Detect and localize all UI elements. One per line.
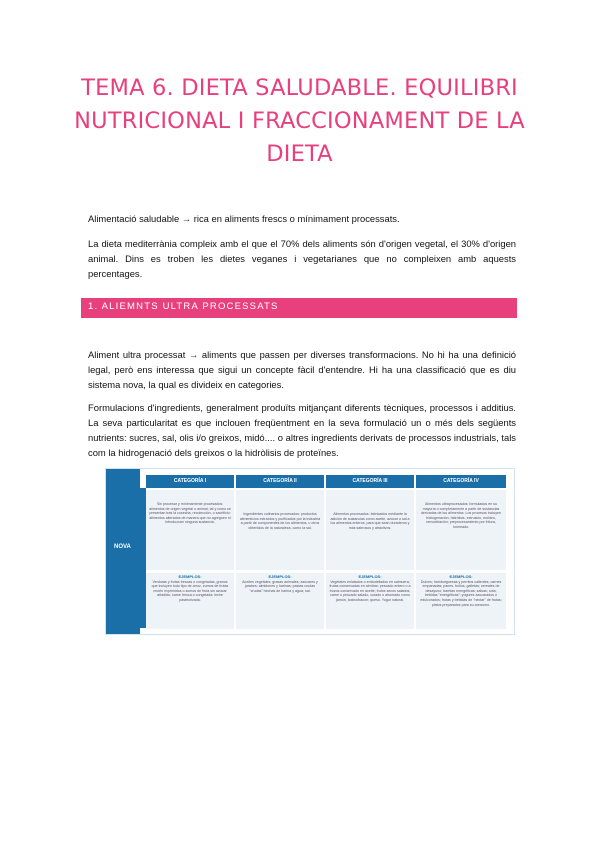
definition-cell: Alimentos ultraprocesados: formulados en su mayoría o completamente a partir de sustancias derivadas de los alimentos. Los procesos incluyen hidrogenación, hidrólisis, extrusión, moldeo, remodelación; preprocesamiento por fritura, horneado. <box>416 490 506 570</box>
category-header: CATEGORÍA IV <box>416 475 506 488</box>
ultra-processed-definition-paragraph: Aliment ultra processat → aliments que passen per diverses transformacions. No hi ha una definició legal, però ens interessa que sigui un concepte fàcil d'entendre. Hi ha una classificació que es diu sistema nova, la qual es divideix en categories. <box>88 349 516 390</box>
examples-text: Verduras y frutas frescas o congeladas, granos que incluyen todo tipo de arroz, zumos de frutas recién exprimidos o zumos de fruta sin azúcar añadido; carne fresca o congelada; leche pasteurizada. <box>151 579 229 602</box>
definition-cell: Ingredientes culinarios procesados: productos alimenticios extraídos y purificados por la industria a partir de componentes de los alimentos, u otros obtenidos de la naturaleza, como la sal. <box>236 490 324 570</box>
nova-label-band <box>106 488 146 628</box>
examples-label: EJEMPLOS: <box>268 574 292 579</box>
examples-cell <box>416 573 506 629</box>
definition-cell: Alimentos procesados: fabricados mediante la adición de sustancias como aceite, azúcar o sal a los alimentos enteros, para que sean duraderos y más sabrosos y atractivos. <box>326 490 414 570</box>
mediterranean-diet-paragraph: La dieta mediterrània compleix amb el que el 70% dels aliments són d'origen vegetal, el 30% d'origen animal. Dins es troben les dietes veganes i vegetarianes que no compleixen amb aquests percentages. <box>88 238 516 279</box>
examples-text: Aceites vegetales; grasas animales; azúcares y jarabes; almidones y harinas; pastas crudas "crudas" hechas de harina y agua; sal. <box>242 579 318 593</box>
category-header: CATEGORÍA I <box>146 475 234 488</box>
examples-cell <box>236 573 324 629</box>
nova-classification-table <box>105 468 515 635</box>
examples-text: Dulces; hamburguesas y perritos calientes; carnes empanadas; panes, bollos, galletas; cereales de desayuno; barritas energéticas; salsas; cola; bebidas "energéticas"; yogures azucarados o edulcorados; frutas y bebidas de "néctar" de frutas; platos preparados para su consumo. <box>420 579 502 607</box>
page-title: TEMA 6. DIETA SALUDABLE. EQUILIBRI NUTRICIONAL I FRACCIONAMENT DE LA DIETA <box>74 75 525 167</box>
nova-label: NOVA <box>114 544 131 550</box>
examples-cell <box>146 573 234 629</box>
section-heading: 1. ALIEMNTS ULTRA PROCESSATS <box>88 301 279 312</box>
category-header: CATEGORÍA III <box>326 475 414 488</box>
examples-label: EJEMPLOS: <box>358 574 382 579</box>
examples-text: Vegetales enlatados o embotellados en salmuera; frutas conservadas en almíbar; pescado entero o a trozos conservado en aceite; frutos secos salados; carne o pescado salado, curado o ahumado como jamón, tocino/bacon; queso. Yogur natural. <box>329 579 411 602</box>
definition-cell: Sin procesar y mínimamente procesados: alimentos de origen vegetal o animal, tal y como se presentan tras la cosecha, recolección, o sacrificio: alimentos alterados de manera que no agreguen ni introduzcan ninguna sustancia. <box>146 490 234 570</box>
intro-paragraph: Alimentació saludable → rica en aliments frescs o mínimament processats. <box>88 213 400 224</box>
section-heading-bar <box>81 298 517 318</box>
examples-cell <box>326 573 414 629</box>
category-header: CATEGORÍA II <box>236 475 324 488</box>
examples-label: EJEMPLOS: <box>178 574 202 579</box>
examples-label: EJEMPLOS: <box>449 574 473 579</box>
formulations-paragraph: Formulacions d'ingredients, generalment produïts mitjançant diferents tècniques, processos i additius. La seva particularitat es que inclouen freqüentment en la seva formulació un o més dels següents nutrients: sucres, sal, olis i/o greixos, midó.... o altres ingredients derivats de processos industrials, tals com la hidrogenació dels greixos o la hidròlisis de proteïnes. <box>88 402 516 458</box>
